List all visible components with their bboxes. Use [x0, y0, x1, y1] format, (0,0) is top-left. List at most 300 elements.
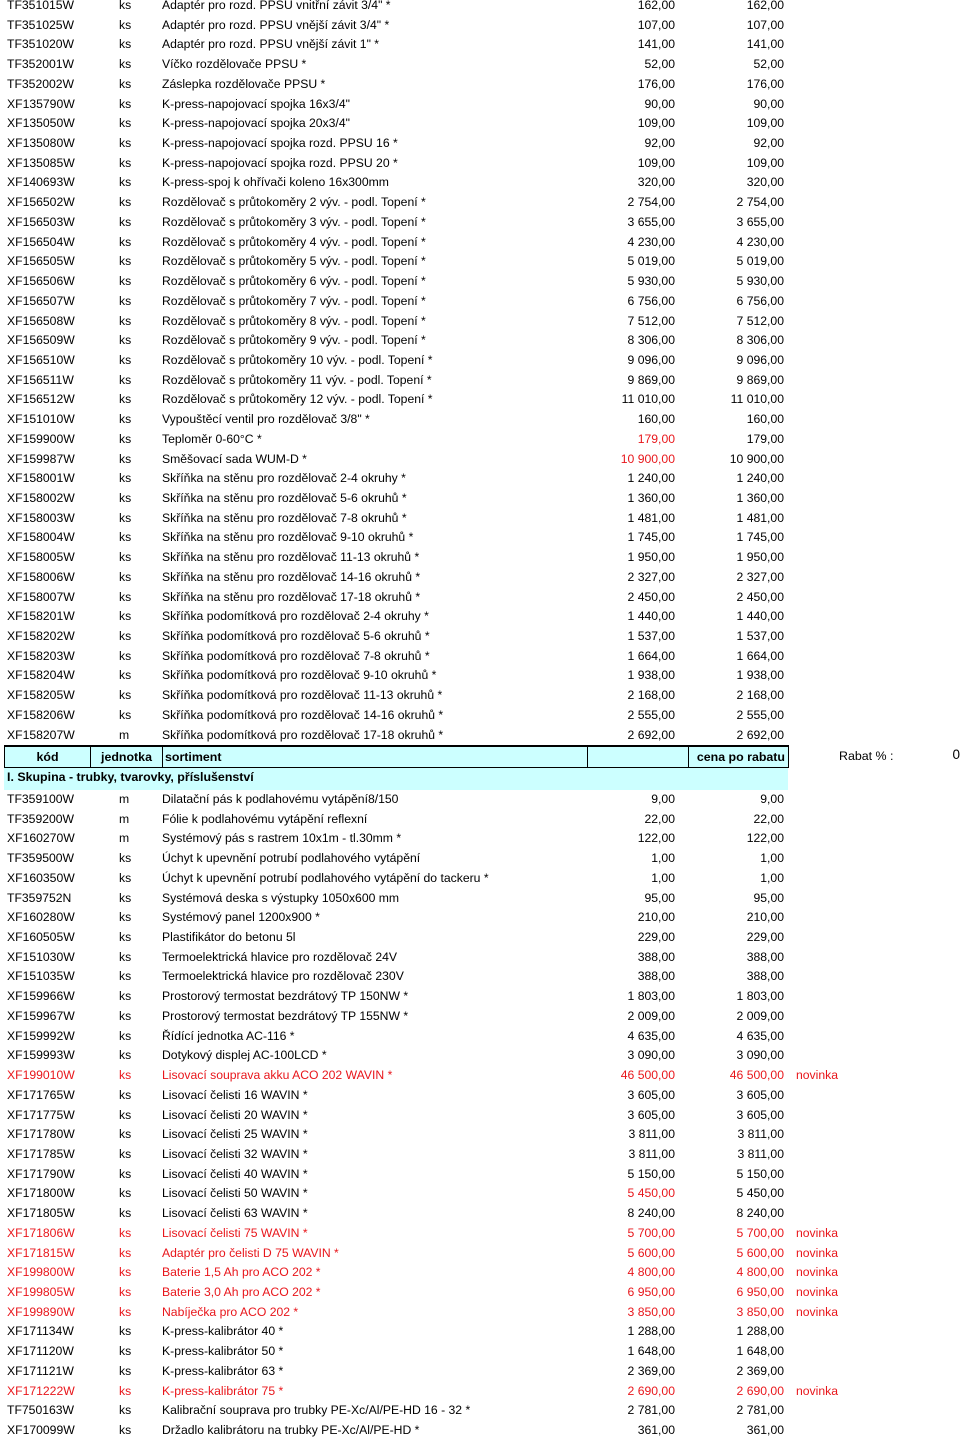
item-price: 52,00 [644, 57, 675, 72]
item-description: Lisovací čelisti 50 WAVIN * [162, 1186, 308, 1201]
item-description: K-press-kalibrátor 50 * [162, 1344, 284, 1359]
table-row [0, 1046, 960, 1066]
item-unit: ks [119, 1127, 132, 1142]
item-discounted-price: 107,00 [746, 17, 784, 32]
item-unit: ks [119, 412, 132, 427]
item-description: Dilatační pás k podlahovému vytápění8/150 [162, 792, 399, 806]
item-unit: ks [119, 1383, 132, 1398]
item-discounted-price: 5 450,00 [736, 1186, 784, 1201]
item-unit: ks [119, 1363, 132, 1378]
item-description: Rozdělovač s průtokoměry 6 výv. - podl. Topení * [162, 274, 426, 289]
item-code: XF151035W [7, 969, 75, 984]
item-description: Skříňka na stěnu pro rozdělovač 11-13 okruhů * [162, 550, 420, 565]
item-description: Lisovací čelisti 20 WAVIN * [162, 1107, 308, 1122]
item-discounted-price: 361,00 [746, 1423, 784, 1437]
item-discounted-price: 5 930,00 [736, 274, 784, 289]
item-discounted-price: 109,00 [746, 116, 784, 131]
item-price: 361,00 [637, 1423, 675, 1437]
table-row [0, 1283, 960, 1303]
item-price: 9,00 [651, 792, 675, 806]
item-unit: ks [119, 1028, 132, 1043]
item-price: 3 811,00 [628, 1146, 675, 1161]
item-discounted-price: 22,00 [753, 811, 784, 826]
item-code: XF170099W [7, 1423, 75, 1437]
item-price: 9 869,00 [627, 372, 675, 387]
item-code: XF160270W [7, 831, 75, 846]
item-price: 3 605,00 [627, 1107, 675, 1122]
item-price: 6 756,00 [627, 293, 675, 308]
item-discounted-price: 90,00 [753, 96, 784, 111]
item-note: novinka [796, 1265, 839, 1280]
table-row [0, 1382, 960, 1402]
item-price: 160,00 [637, 412, 675, 427]
item-unit: ks [119, 37, 132, 52]
item-description: Skříňka podomítková pro rozdělovač 11-13 okruhů * [162, 688, 443, 703]
item-description: Držadlo kalibrátoru na trubky PE-Xc/Al/PE-HD * [162, 1423, 420, 1437]
item-unit: ks [119, 1087, 132, 1102]
item-unit: ks [119, 1206, 132, 1221]
item-description: Skříňka na stěnu pro rozdělovač 14-16 okruhů * [162, 569, 421, 584]
item-discounted-price: 8 306,00 [736, 333, 784, 348]
item-discounted-price: 8 240,00 [736, 1206, 784, 1221]
item-discounted-price: 9 096,00 [736, 352, 784, 367]
item-price: 2 754,00 [627, 195, 675, 210]
item-price: 3 605,00 [627, 1087, 675, 1102]
item-price: 46 500,00 [620, 1068, 675, 1083]
item-note: novinka [796, 1225, 839, 1240]
item-price: 1 745,00 [627, 530, 675, 545]
item-code: TF359500W [7, 851, 75, 866]
item-code: XF160505W [7, 930, 75, 945]
item-discounted-price: 9,00 [760, 792, 784, 806]
item-description: K-press-kalibrátor 63 * [162, 1363, 284, 1378]
item-code: XF135050W [7, 116, 75, 131]
item-price: 5 700,00 [627, 1225, 675, 1240]
item-unit: ks [119, 1304, 132, 1319]
item-discounted-price: 3 655,00 [736, 214, 784, 229]
item-unit: ks [119, 989, 132, 1004]
item-discounted-price: 95,00 [753, 890, 784, 905]
item-code: XF158205W [7, 688, 75, 703]
item-price: 1 537,00 [627, 629, 675, 643]
item-discounted-price: 1 440,00 [736, 609, 784, 624]
item-price: 1,00 [651, 870, 675, 885]
item-description: Řídící jednotka AC-116 * [162, 1028, 295, 1043]
item-code: XF159987W [7, 451, 75, 466]
item-unit: m [119, 811, 130, 826]
item-price: 2 450,00 [627, 589, 675, 604]
item-price: 122,00 [637, 831, 675, 846]
item-code: XF159900W [7, 431, 75, 446]
item-description: Skříňka podomítková pro rozdělovač 5-6 okruhů * [162, 629, 430, 643]
item-code: XF159992W [7, 1028, 75, 1043]
item-unit: ks [119, 1284, 132, 1299]
table-row [0, 173, 960, 193]
item-code: XF158002W [7, 490, 75, 505]
item-discounted-price: 1 360,00 [736, 490, 784, 505]
item-description: Lisovací čelisti 40 WAVIN * [162, 1166, 308, 1181]
table-row [0, 1263, 960, 1283]
item-description: Systémový pás s rastrem 10x1m - tl.30mm * [162, 831, 402, 846]
table-row [0, 252, 960, 272]
header-cena [688, 745, 789, 768]
item-description: Rozdělovač s průtokoměry 10 výv. - podl. Topení * [162, 352, 433, 367]
item-discounted-price: 388,00 [746, 949, 784, 964]
item-discounted-price: 1 938,00 [736, 668, 784, 683]
item-unit: ks [119, 530, 132, 545]
item-code: XF158202W [7, 629, 75, 643]
item-code: XF158203W [7, 648, 75, 663]
item-unit: ks [119, 136, 132, 151]
item-discounted-price: 6 950,00 [736, 1284, 784, 1299]
item-description: Lisovací čelisti 75 WAVIN * [162, 1225, 308, 1240]
item-code: XF159966W [7, 989, 75, 1004]
item-discounted-price: 5 600,00 [736, 1245, 784, 1260]
item-description: Adaptér pro rozd. PPSU vnější závit 1" * [162, 37, 380, 52]
item-discounted-price: 320,00 [746, 175, 784, 190]
item-code: XF158003W [7, 510, 75, 525]
item-discounted-price: 92,00 [753, 136, 784, 151]
item-price: 22,00 [644, 811, 675, 826]
item-description: Skříňka na stěnu pro rozdělovač 7-8 okruhů * [162, 510, 407, 525]
item-price: 6 950,00 [627, 1284, 675, 1299]
item-description: Lisovací čelisti 32 WAVIN * [162, 1146, 308, 1161]
item-description: Baterie 3,0 Ah pro ACO 202 * [162, 1284, 321, 1299]
item-description: Teploměr 0-60°C * [162, 431, 262, 446]
item-unit: ks [119, 707, 132, 722]
table-row [0, 35, 960, 55]
item-description: Záslepka rozdělovače PPSU * [162, 76, 326, 91]
item-price: 141,00 [637, 37, 675, 52]
item-discounted-price: 4 230,00 [736, 234, 784, 249]
item-price: 90,00 [644, 96, 675, 111]
item-unit: ks [119, 930, 132, 945]
table-row [0, 869, 960, 889]
item-price: 9 096,00 [627, 352, 675, 367]
item-unit: ks [119, 949, 132, 964]
item-description: Skříňka podomítková pro rozdělovač 2-4 okruhy * [162, 609, 429, 624]
item-code: XF171815W [7, 1245, 75, 1260]
item-price: 210,00 [637, 910, 675, 925]
item-unit: ks [119, 352, 132, 367]
item-discounted-price: 1 664,00 [736, 648, 784, 663]
item-discounted-price: 122,00 [746, 831, 784, 846]
item-description: K-press-napojovací spojka 16x3/4" [162, 96, 350, 111]
item-unit: ks [119, 392, 132, 407]
table-row [0, 706, 960, 726]
item-code: XF171775W [7, 1107, 75, 1122]
table-row [0, 1007, 960, 1027]
item-price: 3 090,00 [627, 1048, 675, 1063]
item-price: 1 440,00 [627, 609, 675, 624]
item-discounted-price: 1,00 [760, 851, 784, 866]
item-unit: ks [119, 372, 132, 387]
item-code: XF159967W [7, 1008, 75, 1023]
item-description: Prostorový termostat bezdrátový TP 155NW * [162, 1008, 409, 1023]
item-code: XF156508W [7, 313, 75, 328]
item-discounted-price: 229,00 [746, 930, 784, 945]
item-code: TF351020W [7, 37, 75, 52]
item-description: Skříňka podomítková pro rozdělovač 9-10 okruhů * [162, 668, 437, 683]
item-unit: ks [119, 969, 132, 984]
table-row [0, 627, 960, 647]
item-code: XF135085W [7, 155, 75, 170]
item-code: XF158005W [7, 550, 75, 565]
item-price: 2 168,00 [627, 688, 675, 703]
item-price: 5 450,00 [627, 1186, 675, 1201]
item-code: TF359752N [7, 890, 72, 905]
table-row [0, 489, 960, 509]
item-description: Skříňka podomítková pro rozdělovač 17-18 okruhů * [162, 727, 444, 742]
item-unit: ks [119, 155, 132, 170]
table-row [0, 1362, 960, 1382]
item-price: 1 360,00 [627, 490, 675, 505]
group-title: I. Skupina - trubky, tvarovky, příslušenství [7, 770, 254, 784]
table-row [0, 1322, 960, 1342]
item-discounted-price: 1 240,00 [736, 471, 784, 486]
table-row [0, 469, 960, 489]
table-row [0, 450, 960, 470]
item-price: 107,00 [637, 17, 675, 32]
item-code: XF158007W [7, 589, 75, 604]
item-discounted-price: 3 850,00 [736, 1304, 784, 1319]
table-row [0, 114, 960, 134]
table-row [0, 331, 960, 351]
item-unit: ks [119, 851, 132, 866]
item-code: XF160350W [7, 870, 75, 885]
table-row [0, 1086, 960, 1106]
item-unit: ks [119, 1166, 132, 1181]
item-discounted-price: 3 605,00 [736, 1107, 784, 1122]
item-discounted-price: 1 481,00 [736, 510, 784, 525]
header-blank [587, 745, 688, 768]
item-price: 5 150,00 [627, 1166, 675, 1181]
table-row [0, 0, 960, 16]
item-description: Fólie k podlahovému vytápění reflexní [162, 811, 368, 826]
item-unit: ks [119, 609, 132, 624]
item-discounted-price: 2 168,00 [736, 688, 784, 703]
table-row [0, 272, 960, 292]
item-code: XF171806W [7, 1225, 75, 1240]
item-code: XF158204W [7, 668, 75, 683]
item-discounted-price: 176,00 [746, 76, 784, 91]
item-discounted-price: 141,00 [746, 37, 784, 52]
item-price: 388,00 [637, 949, 675, 964]
item-description: Prostorový termostat bezdrátový TP 150NW * [162, 989, 409, 1004]
rabat-value[interactable]: 0 [952, 747, 960, 762]
item-price: 162,00 [637, 0, 675, 12]
item-note: novinka [796, 1245, 839, 1260]
item-code: XF156504W [7, 234, 75, 249]
header-kod: kód [4, 745, 90, 768]
item-description: Skříňka na stěnu pro rozdělovač 5-6 okruhů * [162, 490, 407, 505]
item-price: 8 240,00 [627, 1206, 675, 1221]
item-discounted-price: 1 537,00 [736, 629, 784, 643]
item-unit: ks [119, 550, 132, 565]
item-unit: m [119, 792, 130, 806]
table-row [0, 134, 960, 154]
item-discounted-price: 1 950,00 [736, 550, 784, 565]
item-discounted-price: 4 800,00 [736, 1265, 784, 1280]
item-price: 2 690,00 [627, 1383, 675, 1398]
header-sortiment: sortiment [162, 745, 589, 768]
table-row [0, 528, 960, 548]
item-discounted-price: 2 369,00 [736, 1363, 784, 1378]
item-discounted-price: 160,00 [746, 412, 784, 427]
item-price: 4 635,00 [627, 1028, 675, 1043]
item-unit: ks [119, 431, 132, 446]
item-unit: ks [119, 234, 132, 249]
item-unit: ks [119, 1245, 132, 1260]
item-description: Rozdělovač s průtokoměry 4 výv. - podl. Topení * [162, 234, 426, 249]
item-unit: ks [119, 17, 132, 32]
item-description: Rozdělovač s průtokoměry 11 výv. - podl. Topení * [162, 372, 432, 387]
item-code: XF156503W [7, 214, 75, 229]
item-unit: ks [119, 1186, 132, 1201]
item-price: 11 010,00 [621, 392, 675, 407]
item-price: 1 288,00 [627, 1324, 675, 1339]
item-unit: ks [119, 1324, 132, 1339]
table-row [0, 154, 960, 174]
item-discounted-price: 2 327,00 [736, 569, 784, 584]
item-discounted-price: 3 811,00 [737, 1127, 784, 1142]
item-price: 1 481,00 [627, 510, 675, 525]
table-row [0, 1125, 960, 1145]
item-code: XF151010W [7, 412, 75, 427]
item-unit: ks [119, 490, 132, 505]
item-price: 176,00 [637, 76, 675, 91]
table-row [0, 686, 960, 706]
item-unit: ks [119, 451, 132, 466]
item-code: XF151030W [7, 949, 75, 964]
table-row [0, 1401, 960, 1421]
table-row [0, 410, 960, 430]
item-unit: ks [119, 1423, 132, 1437]
item-discounted-price: 1 745,00 [736, 530, 784, 545]
item-price: 1 803,00 [627, 989, 675, 1004]
item-description: Systémová deska s výstupky 1050x600 mm [162, 890, 400, 905]
item-description: Skříňka podomítková pro rozdělovač 14-16 okruhů * [162, 707, 444, 722]
item-discounted-price: 2 009,00 [736, 1008, 784, 1023]
item-description: Směšovací sada WUM-D * [162, 451, 307, 466]
item-discounted-price: 210,00 [746, 910, 784, 925]
item-unit: ks [119, 313, 132, 328]
item-description: Vypouštěcí ventil pro rozdělovač 3/8" * [162, 412, 370, 427]
item-unit: m [119, 831, 130, 846]
table-row [0, 1244, 960, 1264]
item-discounted-price: 3 811,00 [737, 1146, 784, 1161]
item-price: 95,00 [644, 890, 675, 905]
table-row [0, 351, 960, 371]
item-description: Baterie 1,5 Ah pro ACO 202 * [162, 1265, 321, 1280]
item-code: XF158207W [7, 727, 75, 742]
item-code: XF140693W [7, 175, 75, 190]
table-row [0, 193, 960, 213]
item-description: K-press-napojovací spojka 20x3/4" [162, 116, 350, 131]
item-description: Úchyt k upevnění potrubí podlahového vytápění do tackeru * [162, 870, 489, 885]
item-description: Rozdělovač s průtokoměry 5 výv. - podl. Topení * [162, 254, 426, 269]
item-price: 2 009,00 [627, 1008, 675, 1023]
item-price: 7 512,00 [627, 313, 675, 328]
item-description: Systémový panel 1200x900 * [162, 910, 320, 925]
item-description: Adaptér pro rozd. PPSU vnější závit 3/4" * [162, 17, 390, 32]
item-unit: ks [119, 195, 132, 210]
item-unit: ks [119, 0, 132, 12]
item-description: Termoelektrická hlavice pro rozdělovač 24V [162, 949, 398, 964]
item-description: Skříňka na stěnu pro rozdělovač 2-4 okruhy * [162, 471, 406, 486]
item-note: novinka [796, 1284, 839, 1299]
item-discounted-price: 2 690,00 [736, 1383, 784, 1398]
item-description: Nabíječka pro ACO 202 * [162, 1304, 299, 1319]
item-unit: ks [119, 254, 132, 269]
table-row [0, 726, 960, 746]
table-row [0, 810, 960, 830]
item-description: K-press-kalibrátor 40 * [162, 1324, 284, 1339]
item-price: 10 900,00 [620, 451, 675, 466]
item-code: TF352002W [7, 76, 75, 91]
item-price: 5 930,00 [627, 274, 675, 289]
item-unit: ks [119, 870, 132, 885]
item-description: Rozdělovač s průtokoměry 2 výv. - podl. Topení * [162, 195, 426, 210]
item-code: XF160280W [7, 910, 75, 925]
table-row [0, 213, 960, 233]
item-discounted-price: 162,00 [746, 0, 784, 12]
item-code: XF171790W [7, 1166, 75, 1181]
item-unit: ks [119, 76, 132, 91]
table-row [0, 987, 960, 1007]
table-row [0, 588, 960, 608]
table-row [0, 312, 960, 332]
item-price: 1 950,00 [627, 550, 675, 565]
item-code: XF135790W [7, 96, 75, 111]
item-discounted-price: 9 869,00 [736, 372, 784, 387]
item-price: 2 327,00 [627, 569, 675, 584]
item-code: TF351015W [7, 0, 75, 12]
item-discounted-price: 10 900,00 [729, 451, 784, 466]
item-price: 3 655,00 [627, 214, 675, 229]
item-unit: ks [119, 1146, 132, 1161]
item-code: XF171134W [7, 1324, 74, 1339]
item-code: XF171780W [7, 1127, 75, 1142]
table-row [0, 790, 960, 810]
item-discounted-price: 5 150,00 [736, 1166, 784, 1181]
item-discounted-price: 1 288,00 [736, 1324, 784, 1339]
item-description: Adaptér pro čelisti D 75 WAVIN * [162, 1245, 339, 1260]
item-description: Skříňka na stěnu pro rozdělovač 9-10 okruhů * [162, 530, 414, 545]
item-description: Rozdělovač s průtokoměry 3 výv. - podl. Topení * [162, 214, 426, 229]
table-row [0, 948, 960, 968]
item-unit: ks [119, 668, 132, 683]
item-unit: ks [119, 471, 132, 486]
item-code: XF156509W [7, 333, 75, 348]
item-note: novinka [796, 1304, 839, 1319]
table-row [0, 1145, 960, 1165]
item-code: XF158206W [7, 707, 75, 722]
item-description: Kalibrační souprava pro trubky PE-Xc/Al/PE-HD 16 - 32 * [162, 1403, 471, 1418]
item-price: 2 781,00 [627, 1403, 675, 1418]
item-unit: ks [119, 1107, 132, 1122]
item-code: XF156506W [7, 274, 75, 289]
table-row [0, 928, 960, 948]
table-header [4, 745, 788, 767]
table-row [0, 849, 960, 869]
item-code: XF199890W [7, 1304, 75, 1319]
item-discounted-price: 46 500,00 [729, 1068, 784, 1083]
item-price: 388,00 [637, 969, 675, 984]
item-code: XF156510W [7, 352, 75, 367]
item-price: 2 692,00 [627, 727, 675, 742]
item-price: 4 230,00 [627, 234, 675, 249]
